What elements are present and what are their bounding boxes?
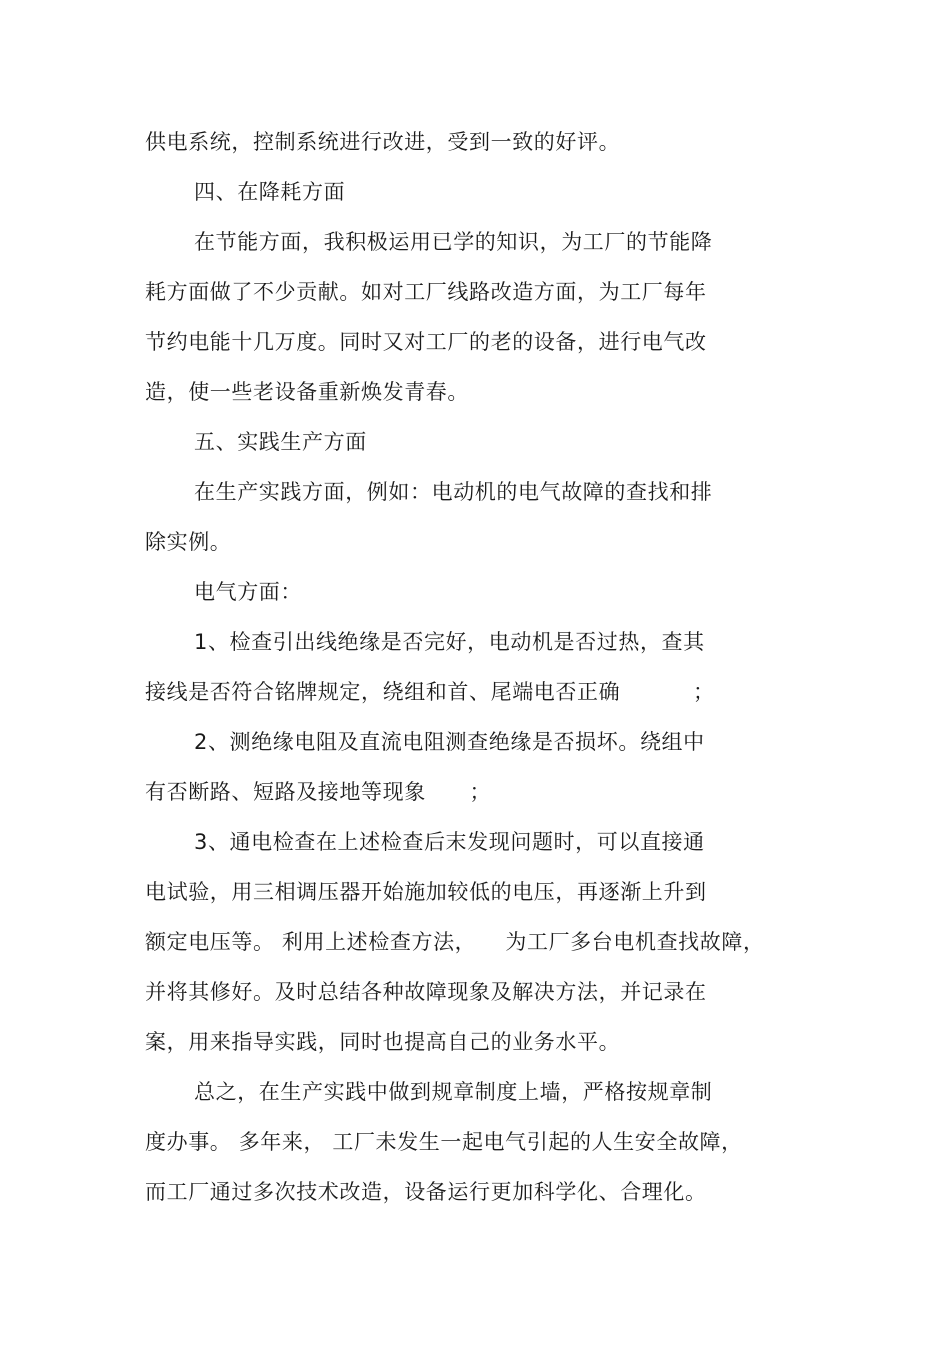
- list-item-3-line-1: 3、通电检查在上述检查后末发现问题时，可以直接通: [194, 830, 705, 854]
- text-line-3: 在节能方面，我积极运用已学的知识，为工厂的节能降: [194, 230, 713, 254]
- list-item-1-line-1: 1、检查引出线绝缘是否完好，电动机是否过热，查其: [194, 630, 705, 654]
- list-item-2-line-1: 2、测绝缘电阻及直流电阻测查绝缘是否损坏。绕组中: [194, 730, 705, 754]
- list-item-3-line-3: 额定电压等。 利用上述检查方法， 为工厂多台电机查找故障，: [145, 930, 765, 954]
- section-heading-reduce-consumption: 四、在降耗方面: [194, 180, 346, 204]
- summary-line-3: 而工厂通过多次技术改造，设备运行更加科学化、合理化。: [145, 1180, 707, 1204]
- text-line-4: 耗方面做了不少贡献。如对工厂线路改造方面，为工厂每年: [145, 280, 707, 304]
- list-item-3-line-5: 案，用来指导实践，同时也提高自己的业务水平。: [145, 1030, 621, 1054]
- section-heading-production-practice: 五、实践生产方面: [194, 430, 367, 454]
- text-line-8: 在生产实践方面，例如：电动机的电气故障的查找和排: [194, 480, 713, 504]
- text-line-5: 节约电能十几万度。同时又对工厂的老的设备，进行电气改: [145, 330, 707, 354]
- text-line-9: 除实例。: [145, 530, 232, 554]
- list-item-1-line-2: 接线是否符合铭牌规定，绕组和首、尾端电否正确 ；: [145, 680, 715, 704]
- list-item-3-line-2: 电试验，用三相调压器开始施加较低的电压，再逐渐上升到: [145, 880, 707, 904]
- summary-line-1: 总之，在生产实践中做到规章制度上墙，严格按规章制: [194, 1080, 713, 1104]
- text-line-6: 造，使一些老设备重新焕发青春。: [145, 380, 469, 404]
- text-line-1: 供电系统，控制系统进行改进，受到一致的好评。: [145, 130, 621, 154]
- list-item-3-line-4: 并将其修好。及时总结各种故障现象及解决方法，并记录在: [145, 980, 707, 1004]
- summary-line-2: 度办事。 多年来， 工厂未发生一起电气引起的人生安全故障，: [145, 1130, 743, 1154]
- subheading-electrical: 电气方面：: [194, 580, 302, 604]
- list-item-2-line-2: 有否断路、短路及接地等现象 ；: [145, 780, 492, 804]
